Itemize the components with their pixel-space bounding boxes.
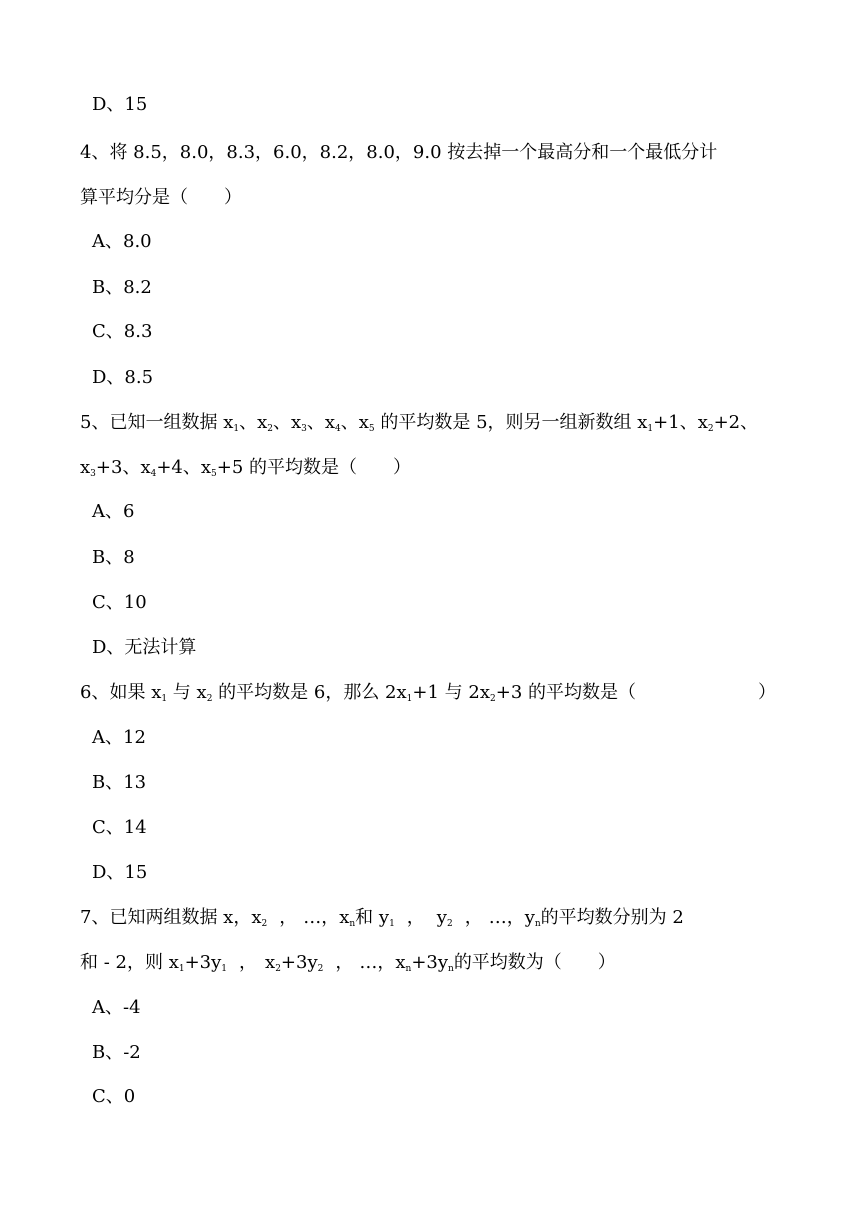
question-4-line-1: 4、将 8.5，8.0，8.3，6.0，8.2，8.0，9.0 按去掉一个最高分和一个最低分计 [80, 142, 718, 163]
question-7-line-1: 7、已知两组数据 x，$x_2$ ， …，$x_n$和 $y_1$ ， $y_2$ ， …，$y_n$的平均数分别为 2 [80, 907, 684, 929]
question-5-option-b: B、8 [92, 547, 135, 568]
question-7-option-a: A、-4 [92, 997, 141, 1018]
option-d-prev: D、15 [92, 94, 148, 115]
question-5-option-c: C、10 [92, 592, 147, 613]
question-6-option-b: B、13 [92, 772, 147, 793]
question-4-option-d: D、8.5 [92, 367, 154, 388]
question-6-option-c: C、14 [92, 817, 147, 838]
question-5-option-a: A、6 [92, 501, 135, 522]
question-6-line: 6、如果 $x_1$ 与 $x_2$ 的平均数是 6，那么 $2x_1+1$ 与 $2x_2+3$ 的平均数是（ ） [80, 682, 777, 704]
question-7-option-c: C、0 [92, 1086, 136, 1107]
question-5-line-2: $x_3+3$、$x_4+4$、$x_5+5$ 的平均数是（ ） [80, 457, 412, 479]
question-5-line-1: 5、已知一组数据 $x_1$、$x_2$、$x_3$、$x_4$、$x_5$ 的平均数是 5，则另一组新数组 $x_1+1$、$x_2+2$、 [80, 412, 759, 434]
question-4-option-a: A、8.0 [92, 231, 152, 252]
question-4-option-b: B、8.2 [92, 277, 152, 298]
question-7-option-b: B、-2 [92, 1042, 141, 1063]
question-6-option-a: A、12 [92, 727, 146, 748]
question-4-option-c: C、8.3 [92, 321, 153, 342]
question-7-line-2: 和 - 2，则 $x_1+3y_1$ ， $x_2+3y_2$ ， …，$x_n+3y_n$的平均数为（ ） [80, 952, 616, 974]
question-5-option-d: D、无法计算 [92, 637, 197, 658]
question-6-option-d: D、15 [92, 862, 148, 883]
question-4-line-2: 算平均分是（ ） [80, 187, 242, 208]
